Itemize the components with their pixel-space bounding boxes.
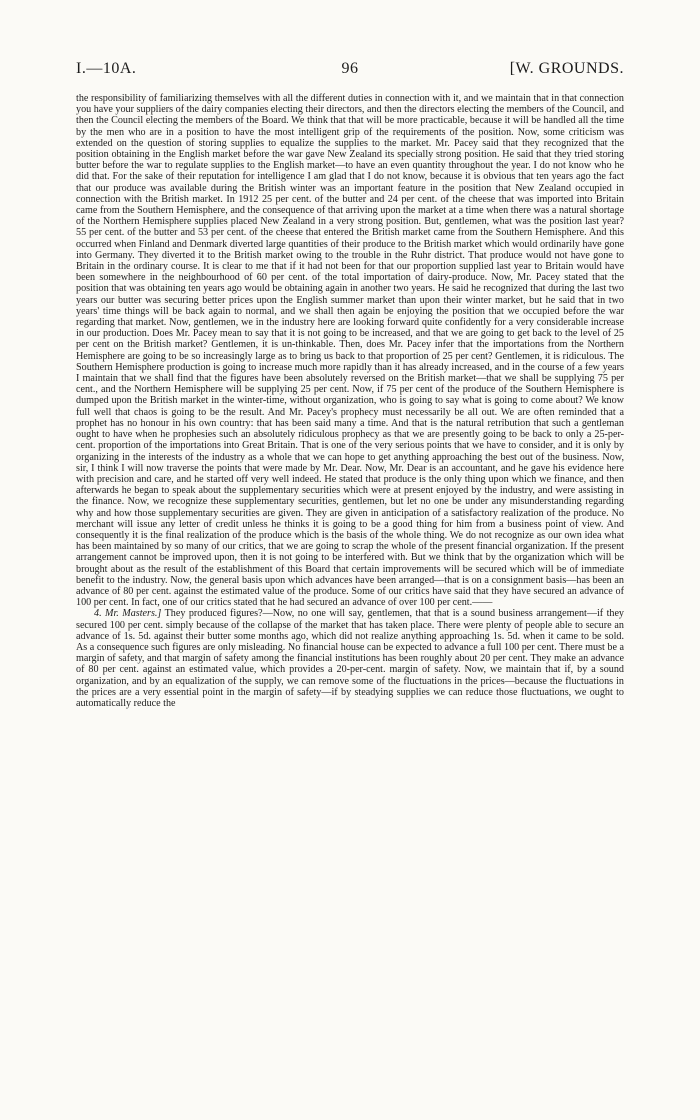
paragraph-text: the responsibility of familiarizing themselves with all the different duties in connection with it, and we maintain that in that connection you have your suppliers of the dairy companies electing their directors, and then the directors electing the members of the Council, and then the Council electing the members of the Board. We think that that will be more practicable, because it will be handled all the time by the men who are in a position to have the most intelligent grip of the requirements of the position. Now, some criticism was extended on the question of storing supplies to equalize the supplies to the market. Mr. Pacey said that they recognized that the position obtaining in the English market before the war gave New Zealand its specially strong position. He said that they tried storing butter before the war to regulate supplies to the English market—to have an even quantity throughout the year. I do not know who he did that. For the sake of their reputation for intelligence I am glad that I do not know, because it is obvious that ten years ago the fact that our produce was available during the British winter was an important feature in the position that New Zealand occupied in connection with the British market. In 1912 25 per cent. of the butter and 24 per cent. of the cheese that was imported into Britain came from the Southern Hemisphere, and the consequence of that arriving upon the market at a time when there was a natural shortage of the Northern Hemisphere supplies placed New Zealand in a very strong position. But, gentlemen, what was the position last year? 55 per cent. of the butter and 53 per cent. of the cheese that entered the British market came from the Southern Hemisphere. And this occurred when Finland and Denmark diverted large quantities of their produce to the British market which would ordinarily have gone into Germany. They diverted it to the British market owing to the trouble in the Ruhr district. That produce would not have gone to Britain in the ordinary course. It is clear to me that if it had not been for that our proportion supplied last year to Britain would have been somewhere in the neighbourhood of 60 per cent. of the total importation of dairy-produce. Now, Mr. Pacey stated that the position that was obtaining ten years ago would be obtaining again in another two years. He said he recognized that during the last two years our butter was securing better prices upon the English summer market than upon their winter market, but he said that in two years' time things will be back again to normal, and we shall then again be enjoying the position that we occupied before the war regarding that market. Now, gentlemen, we in the industry here are looking forward quite confidently for a very considerable increase in our production. Does Mr. Pacey mean to say that it is not going to be increased, and that we are going to get back to the level of 25 per cent on the British market? Gentlemen, it is un-thinkable. Then, does Mr. Pacey infer that the importations from the Northern Hemisphere are going to be so increasingly large as to bring us back to that proportion of 25 per cent? Gentlemen, it is ridiculous. The Southern Hemisphere production is going to increase much more rapidly than it has already increased, and in the course of a few years I maintain that we shall find that the figures have been absolutely reversed on the British market—that we shall be supplying 75 per cent., and the Northern Hemisphere will be supplying 25 per cent. Now, if 75 per cent of the produce of the Southern Hemisphere is dumped upon the British market in the winter-time, without organization, who is going to say what is going to come about? We know full well that chaos is going to be the result. And Mr. Pacey's prophecy must necessarily be all out. We are often reminded that a prophet has no honour in his own country: that has been said many a time. And that is the natural retribution that such a gentleman ought to have when he prophesies such an absolutely ridiculous prophecy as that we are presently going to be back to only a 25-per-cent. proportion of the importations into Great Britain. That is one of the very serious points that we have to consider, and it is only by organizing in the interests of the industry as a whole that we can hope to get anything approaching the best out of the business. Now, sir, I think I will now traverse the points that were made by Mr. Dear. Now, Mr. Dear is an accountant, and he gave his evidence here with precision and care, and he started off very well indeed. He stated that produce is the only thing upon which we finance, and then afterwards he began to speak about the supplementary securities which were at present enjoyed by the industry, and were assisting in the finance. Now, we recognize these supplementary securities, gentlemen, but let no one be under any misunderstanding regarding why and how those supplementary securities are given. They are given in anticipation of a satisfactory realization of the produce. No merchant will issue any letter of credit unless he thinks it is going to be a good thing for him from a business point of view. And consequently it is the final realization of the produce which is the basis of the whole thing. We do not recognize as our own idea what has been maintained by so many of our critics, that we are going to scrap the whole of the present financial organization. If the present arrangement cannot be improved upon, then it is not going to be interfered with. But we think that by the organization which will be brought about as the result of the establishment of this Board that certain improvements will be secured which will be of immediate benefit to the industry. Now, the general basis upon which advances have been arranged—that is on a consignment basis—has been an advance of 80 per cent. against the estimated value of the produce. Some of our critics have said that they have secured an advance of 100 per cent. In fact, one of our critics stated that he had secured an advance of over 100 per cent.—— <box>76 93 624 609</box>
running-head: [W. GROUNDS. <box>509 60 624 77</box>
paragraph <box>76 93 624 608</box>
body-text <box>76 93 624 709</box>
paragraph <box>76 608 624 709</box>
document-reference: I.—10A. <box>76 60 137 77</box>
page-number: 96 <box>341 60 359 77</box>
page-header <box>76 60 624 84</box>
question-label: 4. Mr. Masters.] <box>94 608 162 620</box>
paragraph-text: They produced figures?—Now, no one will say, gentlemen, that that is a sound business arrangement—if they secured 100 per cent. simply because of the collapse of the market that has taken place. There were plenty of people able to secure an advance of 1s. 5d. against their butter some months ago, which did not realize anything approaching 1s. 5d. when it came to be sold. As a consequence such figures are only misleading. No financial house can be expected to advance a full 100 per cent. There must be a margin of safety, and that margin of safety among the financial institutions has been roughly about 20 per cent. They make an advance of 80 per cent. against an estimated value, which provides a 20-per-cent. margin of safety. Now, we maintain that if, by a sound organization, and by an equalization of the supply, we can remove some of the fluctuations in the prices—because the fluctuations in the prices are a very essential point in the margin of safety—if by steadying supplies we can reduce those fluctuations, we ought to automatically reduce the <box>76 608 624 709</box>
